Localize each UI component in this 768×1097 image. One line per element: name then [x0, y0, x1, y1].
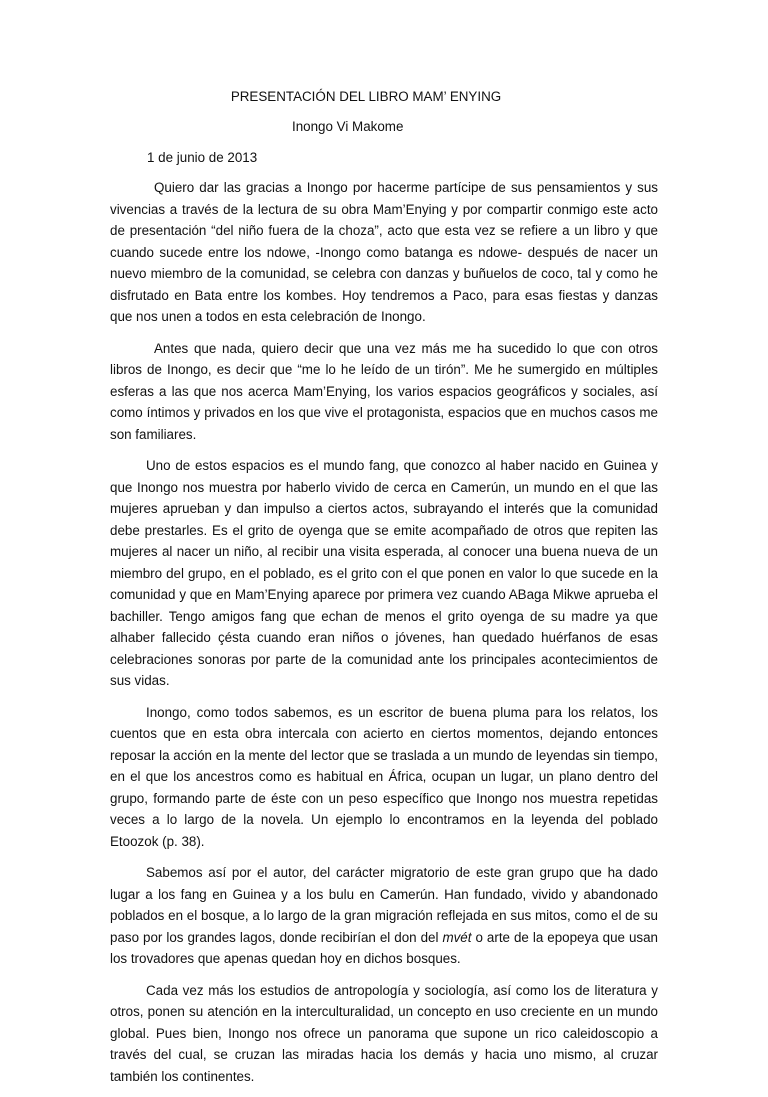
paragraph-6: Cada vez más los estudios de antropología y sociología, así como los de literatura y otros, ponen su atención en la interculturalidad, un concepto en uso creciente en un mundo global. Pues bien, Inongo nos ofrece un panorama que supone un rico caleidoscopio a través del cual, se cruzan las miradas hacia los demás y hacia uno mismo, al cruzar también los continentes.: [110, 982, 658, 1084]
paragraph-5-text-before: Sabemos así por el autor, del carácter migratorio de este gran grupo que ha dado lugar a los fang en Guinea y a los bulu en Camerún. Han fundado, vivido y abandonado poblados en el bosque, a lo largo de la gran migración reflejada en sus mitos, como el de su paso por los grandes lagos, donde recibirían el don del: [110, 865, 658, 945]
document-author: Inongo Vi Makome: [292, 119, 404, 134]
paragraph-3: Uno de estos espacios es el mundo fang, que conozco al haber nacido en Guinea y que Inongo nos muestra por haberlo vivido de cerca en Camerún, un mundo en el que las mujeres aprueban y dan impulso a ciertos actos, subrayando el interés que la comunidad debe prestarles. Es el grito de oyenga que se emite acompañado de otros que repiten las mujeres al nacer un niño, al recibir una visita esperada, al conocer una buena nueva de un miembro del grupo, en el poblado, es el grito con el que ponen en valor lo que sucede en la comunidad y que en Mam’Enying aparece por primera vez cuando ABaga Mikwe aprueba el bachiller. Tengo amigos fang que echan de menos el grito oyenga de su madre ya que alhaber fallecido çésta cuando eran niños o jóvenes, han quedado huérfanos de esas celebraciones sonoras por parte de la comunidad ante los principales acontecimientos de sus vidas.: [110, 458, 658, 688]
paragraph-1: Quiero dar las gracias a Inongo por hacerme partícipe de sus pensamientos y sus vivencias a través de la lectura de su obra Mam’Enying y por compartir conmigo este acto de presentación “del niño fuera de la choza”, acto que esta vez se refiere a un libro y que cuando sucede entre los ndowe, -Inongo como batanga es ndowe- después de nacer un nuevo miembro de la comunidad, se celebra con danzas y buñuelos de coco, tal y como he disfrutado en Bata entre los kombes. Hoy tendremos a Paco, para esas fiestas y danzas que nos unen a todos en esta celebración de Inongo.: [110, 180, 658, 324]
paragraph-2: Antes que nada, quiero decir que una vez más me ha sucedido lo que con otros libros de Inongo, es decir que “me lo he leído de un tirón”. Me he sumergido en múltiples esferas a las que nos acerca Mam’Enying, los varios espacios geográficos y sociales, así como íntimos y privados en los que vive el protagonista, espacios que en muchos casos me son familiares.: [110, 340, 658, 442]
document-date: 1 de junio de 2013: [147, 150, 258, 165]
paragraph-5-text-after: o arte de la epopeya que usan los trovadores que apenas quedan hoy en dichos bosques.: [110, 929, 658, 966]
document-title: PRESENTACIÓN DEL LIBRO MAM’ ENYING: [230, 89, 502, 104]
paragraph-5-italic-term: mvét: [442, 929, 472, 945]
paragraph-5: [110, 862, 658, 970]
document-body: [110, 177, 658, 1097]
paragraph-4: Inongo, como todos sabemos, es un escritor de buena pluma para los relatos, los cuentos que en esta obra intercala con acierto en ciertos momentos, dejando entonces reposar la acción en la mente del lector que se traslada a un mundo de leyendas sin tiempo, en el que los ancestros como es habitual en África, ocupan un lugar, un plano dentro del grupo, formando parte de éste con un peso específico que Inongo nos muestra repetidas veces a lo largo de la novela. Un ejemplo lo encontramos en la leyenda del poblado Etoozok (p. 38).: [110, 704, 658, 849]
